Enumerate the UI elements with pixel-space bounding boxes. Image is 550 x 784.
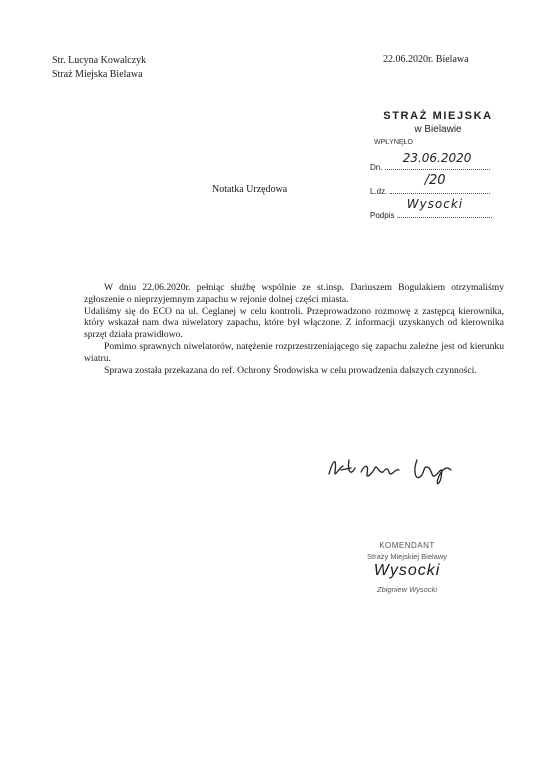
sender-organization: Straż Miejska Bielawa xyxy=(52,69,143,80)
sender-block xyxy=(52,54,146,82)
note-body xyxy=(84,282,504,376)
commander-stamp xyxy=(342,541,472,603)
commander-name: Zbigniew Wysocki xyxy=(376,585,437,594)
stamp-city: w Bielawie xyxy=(414,124,462,135)
commander-unit: Straży Miejskiej Bielawy xyxy=(366,552,448,561)
sender-name: Str. Lucyna Kowalczyk xyxy=(52,55,147,66)
paragraph-1: W dniu 22.06.2020r. pełniąc służbę wspólnie ze st.insp. Dariuszem Bogulakiem otrzymaliśmy zgłoszenie o nieprzyjemnym zapachu w rejonie dolnej części miasta. xyxy=(84,282,504,305)
paragraph-2: Udaliśmy się do ECO na ul. Ceglanej w celu kontroli. Przeprowadzono rozmowę z zastępcą kierownika, który wskazał nam dwa niwelatory zapachu, które był włączone. Z informacji uzyskanych od kierownika sprzęt działa prawidłowo. xyxy=(84,305,504,341)
stamp-sign-label: Podpis xyxy=(370,211,395,220)
stamp-ref-row xyxy=(370,173,490,196)
paragraph-3: Pomimo sprawnych niwelatorów, natężenie rozprzestrzeniającego się zapachu zależne jest od kierunku wiatru. xyxy=(84,340,504,364)
officers-signatures xyxy=(325,450,475,490)
stamp-ref-value: /20 xyxy=(424,173,446,188)
stamp-date-value: 23.06.2020 xyxy=(402,151,472,165)
commander-title: KOMENDANT xyxy=(379,541,435,550)
stamp-sign-row xyxy=(370,197,492,220)
stamp-date-row xyxy=(370,151,490,172)
stamp-ref-label: L.dz. xyxy=(370,187,388,196)
date-place: 22.06.2020r. Bielawa xyxy=(383,54,469,65)
received-stamp xyxy=(368,110,508,230)
stamp-date-label: Dn. xyxy=(370,163,383,172)
stamp-signature: Wysocki xyxy=(406,197,464,211)
stamp-received-label: WPŁYNĘŁO xyxy=(374,139,413,146)
document-title: Notatka Urzędowa xyxy=(212,184,288,195)
stamp-organization: STRAŻ MIEJSKA xyxy=(383,110,493,122)
paragraph-4: Sprawa została przekazana do ref. Ochrony Środowiska w celu prowadzenia dalszych czynności. xyxy=(104,364,477,376)
commander-signature: Wysocki xyxy=(373,562,441,579)
